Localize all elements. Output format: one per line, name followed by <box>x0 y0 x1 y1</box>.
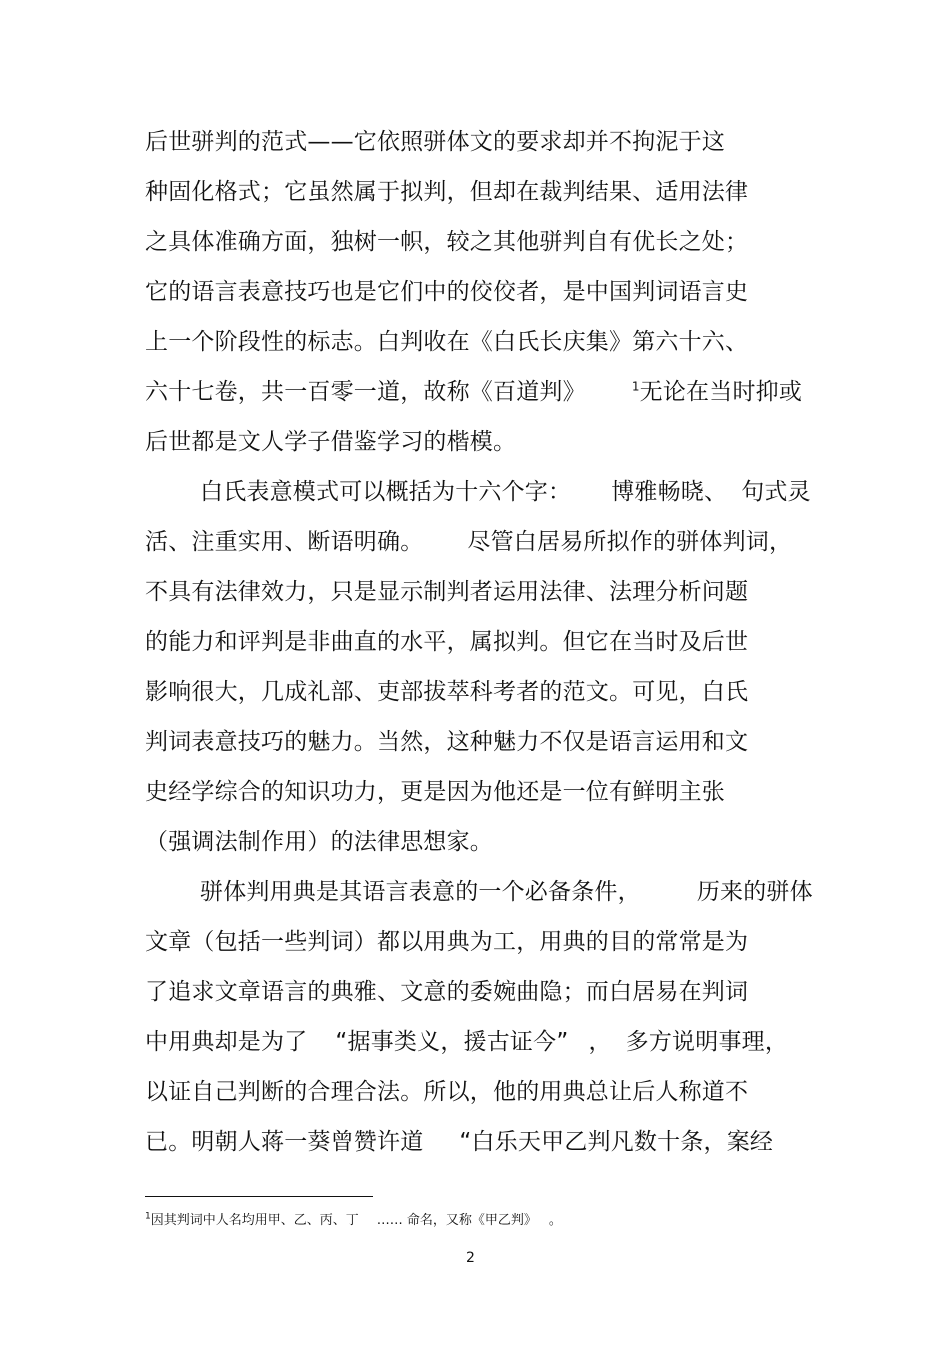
text-line: 以证自己判断的合理合法。所以，他的用典总让后人称道不 <box>145 1079 749 1105</box>
text-line: 上一个阶段性的标志。白判收在《白氏长庆集》第六十六、 <box>145 329 749 355</box>
text-line <box>145 527 792 557</box>
footnote-divider <box>145 1196 373 1197</box>
footnote <box>145 1212 562 1230</box>
text-line: 影响很大，几成礼部、吏部拔萃科考者的范文。可见，白氏 <box>145 679 749 705</box>
footnote-text: 。 <box>548 1213 562 1228</box>
text-line: 后世骈判的范式——它依照骈体文的要求却并不拘泥于这 <box>145 129 725 155</box>
text-line: 不具有法律效力，只是显示制判者运用法律、法理分析问题 <box>145 579 749 605</box>
text-line: （强调法制作用）的法律思想家。 <box>145 829 493 855</box>
text-line <box>145 377 802 407</box>
text-segment: 多方说明事理， <box>625 1029 789 1055</box>
paragraph-start-line <box>200 877 813 907</box>
text-segment: 尽管白居易所拟作的骈体判词， <box>467 529 793 555</box>
text-segment: 白氏表意模式可以概括为十六个字： <box>200 479 572 505</box>
text-line: 它的语言表意技巧也是它们中的佼佼者，是中国判词语言史 <box>145 279 749 305</box>
page-number: 2 <box>466 1250 475 1266</box>
quoted-text: “白乐天甲乙判凡数十条，案经 <box>459 1129 774 1155</box>
text-line: 种固化格式；它虽然属于拟判，但却在裁判结果、适用法律 <box>145 179 749 205</box>
footnote-reference: 1 <box>631 379 640 394</box>
paragraph-start-line <box>200 477 811 507</box>
quoted-text: “据事类义，援古证今” <box>335 1029 569 1055</box>
text-line: 后世都是文人学子借鉴学习的楷模。 <box>145 429 517 455</box>
text-segment: 句式灵 <box>741 479 811 505</box>
text-segment: ， <box>588 1029 612 1055</box>
text-segment: 历来的骈体 <box>696 879 813 905</box>
text-segment: 博雅畅晓、 <box>611 479 728 505</box>
text-line <box>145 1027 788 1057</box>
text-line <box>145 1127 773 1157</box>
footnote-mark: 1 <box>145 1211 151 1222</box>
text-segment: 活、注重实用、断语明确。 <box>145 529 424 555</box>
text-line: 之具体准确方面，独树一帜，较之其他骈判自有优长之处； <box>145 229 749 255</box>
text-segment: 中用典却是为了 <box>145 1029 308 1055</box>
text-line: 了追求文章语言的典雅、文意的委婉曲隐；而白居易在判词 <box>145 979 749 1005</box>
text-line: 判词表意技巧的魅力。当然，这种魅力不仅是语言运用和文 <box>145 729 749 755</box>
text-segment: 已。明朝人蒋一葵曾赞许道 <box>145 1129 424 1155</box>
text-line: 史经学综合的知识功力，更是因为他还是一位有鲜明主张 <box>145 779 725 805</box>
text-line: 的能力和评判是非曲直的水平，属拟判。但它在当时及后世 <box>145 629 749 655</box>
footnote-text: 因其判词中人名均用甲、乙、丙、丁 <box>150 1213 359 1228</box>
footnote-text: …… 命名，又称《甲乙判》 <box>376 1213 537 1228</box>
text-line: 文章（包括一些判词）都以用典为工，用典的目的常常是为 <box>145 929 749 955</box>
text-segment: 无论在当时抑或 <box>639 379 803 405</box>
text-segment: 六十七卷，共一百零一道，故称《百道判》 <box>145 379 586 405</box>
text-segment: 骈体判用典是其语言表意的一个必备条件， <box>200 879 641 905</box>
